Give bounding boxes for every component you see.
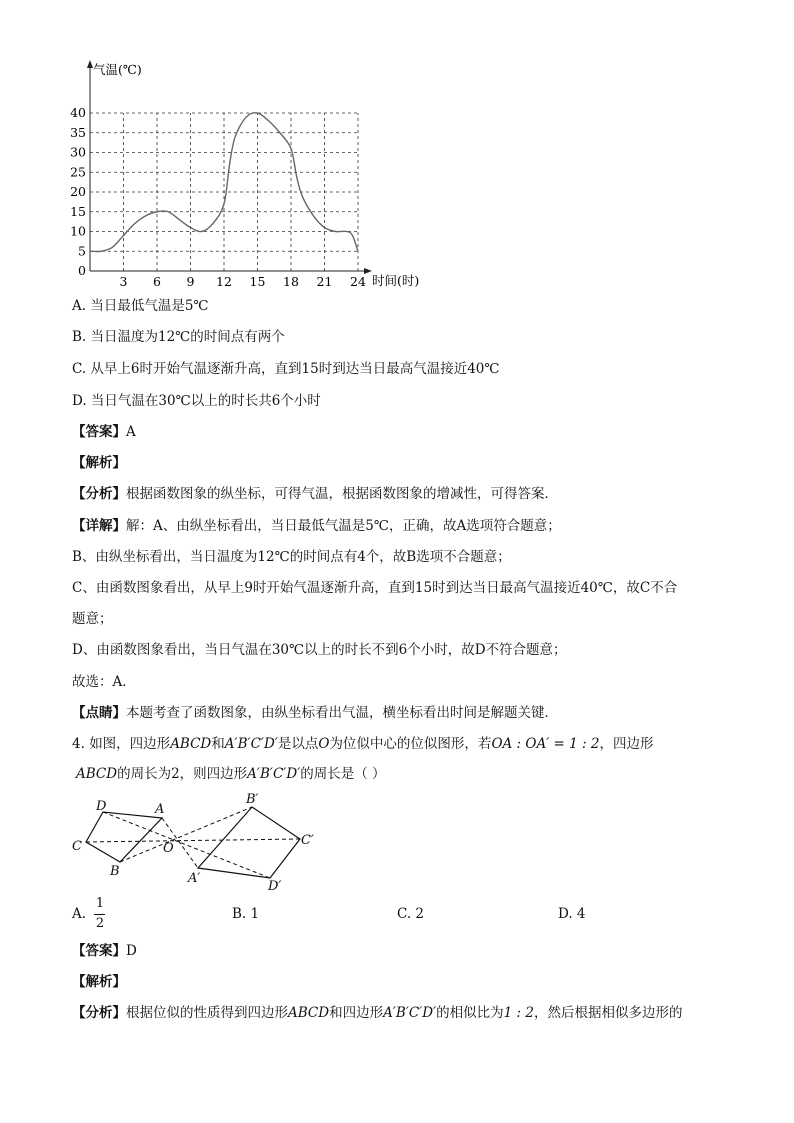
y-tick-label: 10 [70, 223, 86, 239]
y-tick-label: 5 [78, 243, 86, 259]
fenxi-text: 根据位似的性质得到四边形 [126, 1005, 288, 1021]
question-text: 和 [211, 736, 225, 752]
option-b-2: B. 1 [232, 906, 260, 922]
fenxi-text: ，然后根据相似多边形的 [533, 1005, 683, 1021]
y-tick-label: 25 [70, 164, 86, 180]
xiangjie-line-2: B、由纵坐标看出，当日温度为12℃的时间点有4个，故B选项不合题意； [72, 549, 511, 565]
x-tick-label: 21 [316, 274, 333, 289]
quad-abcd-prime: A′B′C′D′ [247, 766, 301, 782]
label-o: O [163, 841, 174, 856]
x-tick-label: 12 [216, 274, 232, 289]
ray-d-d-prime [103, 812, 270, 878]
quad-abcd-prime: A′B′C′D′ [224, 736, 278, 752]
label-a-prime: A′ [188, 871, 201, 886]
x-tick-label: 18 [283, 274, 299, 289]
similarity-ratio: 1 : 2 [503, 1005, 534, 1021]
label-d-prime: D′ [268, 879, 282, 890]
answer-value: A [126, 424, 136, 440]
answer-line-2 [72, 943, 137, 959]
xiangjie-line-6: 故选：A． [72, 674, 136, 690]
dianjing-line [72, 705, 558, 721]
question-text: 为位似中心的位似图形，若 [329, 736, 492, 752]
dianjing-text: 本题考查了函数图象，由纵坐标看出气温，横坐标看出时间是解题关键． [126, 705, 558, 721]
y-tick-label: 15 [70, 203, 86, 219]
temperature-series-line [90, 113, 358, 252]
answer-tag: 【答案】 [72, 943, 126, 959]
homothety-figure [0, 780, 400, 890]
fenxi-tag: 【分析】 [72, 1005, 126, 1021]
fenxi-text: 的相似比为 [436, 1005, 504, 1021]
xiangjie-text-1: 解：A、由纵坐标看出，当日最低气温是5℃，正确，故A选项符合题意； [126, 518, 561, 534]
x-tick-label: 3 [119, 274, 128, 289]
quad-abcd-prime: A′B′C′D′ [383, 1005, 437, 1021]
dianjing-tag: 【点睛】 [72, 705, 126, 721]
xiangjie-line-3: C、由函数图象看出，从早上9时开始气温逐渐升高，直到15时到达当日最高气温接近40℃，故C不合 [72, 580, 678, 596]
analysis-tag: 【解析】 [72, 455, 126, 471]
question-text: 的周长是（ ） [300, 766, 386, 782]
option-a-2 [72, 906, 86, 922]
y-axis-label: 气温(℃) [93, 62, 142, 77]
fraction-denominator: 2 [95, 916, 105, 931]
quad-abcd: ABCD [76, 766, 118, 782]
xiangjie-line-5: D、由函数图象看出，当日气温在30℃以上的时长不到6个小时，故D不符合题意； [72, 642, 567, 658]
y-tick-label: 0 [78, 263, 86, 278]
label-b: B [110, 864, 120, 879]
option-d-2: D. 4 [558, 906, 586, 922]
analysis-tag-2: 【解析】 [72, 974, 126, 990]
fenxi-line-2 [72, 1005, 682, 1021]
label-d: D [96, 799, 107, 814]
fenxi-tag: 【分析】 [72, 486, 126, 502]
point-o: O [318, 736, 330, 752]
ray-c-c-prime [86, 839, 300, 842]
fenxi-line [72, 486, 558, 502]
y-tick-label: 20 [70, 184, 86, 199]
option-c-2: C. 2 [397, 906, 425, 922]
question-4-line-1 [72, 736, 653, 752]
option-a: A. 当日最低气温是5℃ [72, 298, 209, 314]
quad-abcd-shape [86, 812, 162, 862]
y-tick-label: 35 [70, 124, 86, 140]
question-text: 如图，四边形 [89, 736, 171, 752]
temperature-chart [0, 0, 794, 300]
answer-tag: 【答案】 [72, 424, 126, 440]
label-a: A [155, 802, 165, 817]
quad-abcd-prime-shape [198, 807, 300, 878]
question-text: ，四边形 [599, 736, 654, 752]
x-tick-label: 6 [153, 274, 161, 289]
option-d: D. 当日气温在30℃以上的时长共6个小时 [72, 393, 321, 409]
ratio-expression: OA : OA′ = 1 : 2 [491, 736, 600, 752]
answer-line [72, 424, 136, 440]
fraction-numerator: 1 [95, 896, 105, 911]
question-text: 是以点 [277, 736, 319, 752]
y-tick-label: 40 [70, 105, 86, 120]
chart-grid [90, 113, 358, 271]
quad-abcd: ABCD [288, 1005, 330, 1021]
xiangjie-line-4: 题意； [72, 611, 113, 627]
xiangjie-line-1 [72, 518, 561, 534]
option-b: B. 当日温度为12℃的时间点有两个 [72, 329, 285, 345]
fraction-bar [94, 914, 105, 915]
question-text: 的周长为2，则四边形 [117, 766, 248, 782]
quad-abcd: ABCD [170, 736, 212, 752]
y-tick-label: 30 [70, 144, 86, 160]
option-c: C. 从早上6时开始气温逐渐升高，直到15时到达当日最高气温接近40℃ [72, 361, 500, 377]
fenxi-text: 和四边形 [329, 1005, 384, 1021]
label-b-prime: B′ [246, 792, 259, 807]
xiangjie-tag: 【详解】 [72, 518, 126, 534]
question-number: 4. [72, 736, 85, 752]
x-tick-label: 9 [186, 274, 195, 289]
x-tick-label: 24 [350, 274, 366, 289]
x-axis-label: 时间(时) [372, 273, 420, 288]
fenxi-text: 根据函数图象的纵坐标，可得气温，根据函数图象的增减性，可得答案． [126, 486, 558, 502]
label-c-prime: C′ [301, 833, 314, 848]
option-a-prefix: A. [72, 906, 87, 922]
label-c: C [72, 839, 82, 854]
answer-value: D [126, 943, 137, 959]
x-tick-label: 15 [249, 274, 266, 289]
